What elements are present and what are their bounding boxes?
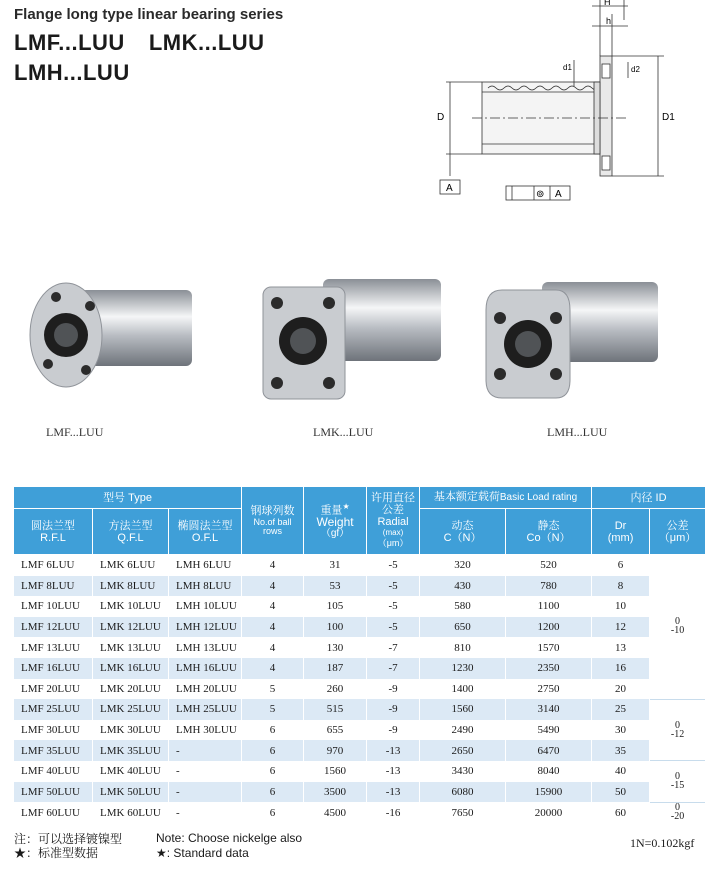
cell-qfl: LMK 35LUU <box>93 740 169 761</box>
cell-weight: 105 <box>304 596 367 617</box>
header-tolerance <box>650 509 706 555</box>
cell-dr: 40 <box>592 761 650 782</box>
tolerance-upper: 0 <box>675 771 681 783</box>
header-dr <box>592 509 650 555</box>
table-row <box>14 679 706 700</box>
header-ofl <box>169 509 242 555</box>
table-row <box>14 720 706 741</box>
cell-qfl: LMK 25LUU <box>93 699 169 720</box>
cell-ofl: LMH 10LUU <box>169 596 242 617</box>
table-row <box>14 576 706 597</box>
series-title: Flange long type linear bearing series <box>14 6 284 23</box>
header-dynamic-cn: 动态 <box>451 519 474 532</box>
header-radial-en: Radial <box>377 516 409 528</box>
datum-A: A <box>446 183 453 194</box>
table-row <box>14 740 706 761</box>
header-ball-rows-en: No.of ball rows <box>253 516 292 536</box>
tolerance-lower: -20 <box>670 811 685 823</box>
cell-radial: -16 <box>367 802 420 823</box>
tolerance-range <box>671 772 684 790</box>
header-qfl-cn: 方法兰型 <box>108 519 153 532</box>
cell-ofl: - <box>169 761 242 782</box>
cell-co: 1570 <box>506 637 592 658</box>
cell-weight: 130 <box>304 637 367 658</box>
cell-balls: 6 <box>242 802 304 823</box>
cell-balls: 5 <box>242 699 304 720</box>
cell-dr: 16 <box>592 658 650 679</box>
cell-radial: -7 <box>367 658 420 679</box>
dimension-drawing <box>432 0 716 210</box>
cell-co: 5490 <box>506 720 592 741</box>
cell-qfl: LMK 50LUU <box>93 782 169 803</box>
cell-dr: 12 <box>592 617 650 638</box>
table-row <box>14 555 706 576</box>
cell-rfl: LMF 10LUU <box>14 596 93 617</box>
tolerance-lower: -15 <box>670 780 685 792</box>
cell-qfl: LMK 8LUU <box>93 576 169 597</box>
cell-co: 6470 <box>506 740 592 761</box>
cell-dr: 20 <box>592 679 650 700</box>
cell-qfl: LMK 16LUU <box>93 658 169 679</box>
cell-balls: 6 <box>242 782 304 803</box>
tolerance-upper: 0 <box>675 802 681 814</box>
cell-dr: 35 <box>592 740 650 761</box>
header-radial-cn: 许用直径公差 <box>371 492 416 516</box>
header-weight <box>304 487 367 555</box>
header-rfl-en: R.F.L <box>40 531 66 544</box>
model-lmk: LMK...LUU <box>148 30 265 55</box>
tolerance-range <box>671 617 684 635</box>
cell-tolerance <box>650 699 706 761</box>
tolerance-symbol: ⊚ <box>536 189 545 200</box>
cell-tolerance <box>650 802 706 823</box>
cell-weight: 100 <box>304 617 367 638</box>
cell-balls: 4 <box>242 617 304 638</box>
cell-co: 780 <box>506 576 592 597</box>
cell-ofl: - <box>169 782 242 803</box>
cell-qfl: LMK 40LUU <box>93 761 169 782</box>
cell-rfl: LMF 25LUU <box>14 699 93 720</box>
cell-balls: 4 <box>242 555 304 576</box>
cell-radial: -9 <box>367 679 420 700</box>
cell-ofl: LMH 16LUU <box>169 658 242 679</box>
cell-qfl: LMK 10LUU <box>93 596 169 617</box>
cell-dr: 60 <box>592 802 650 823</box>
header-dynamic-unit: C（N） <box>443 531 482 544</box>
cell-weight: 260 <box>304 679 367 700</box>
caption-lmh: LMH...LUU <box>547 425 608 439</box>
tolerance-lower: -12 <box>670 728 685 740</box>
cell-ofl: LMH 12LUU <box>169 617 242 638</box>
unit-conversion: 1N=0.102kgf <box>630 836 695 850</box>
header-id-group: 内径 ID <box>592 487 706 509</box>
cell-c: 7650 <box>420 802 506 823</box>
dim-d2: d2 <box>631 65 640 74</box>
tolerance-lower: -10 <box>670 625 685 637</box>
notes-cn <box>14 832 122 860</box>
dim-H: H <box>604 0 611 7</box>
cell-dr: 8 <box>592 576 650 597</box>
table-row <box>14 637 706 658</box>
tolerance-ref: A <box>555 189 562 200</box>
dim-d1: d1 <box>563 63 572 72</box>
header-qfl-en: Q.F.L <box>117 531 144 544</box>
cell-ofl: LMH 8LUU <box>169 576 242 597</box>
cell-balls: 4 <box>242 658 304 679</box>
cell-radial: -9 <box>367 720 420 741</box>
cell-ofl: LMH 30LUU <box>169 720 242 741</box>
cell-qfl: LMK 30LUU <box>93 720 169 741</box>
cell-ofl: - <box>169 802 242 823</box>
cell-dr: 13 <box>592 637 650 658</box>
table-row <box>14 658 706 679</box>
header-weight-unit: （gf） <box>320 528 350 540</box>
caption-lmk: LMK...LUU <box>313 425 374 439</box>
cell-c: 1560 <box>420 699 506 720</box>
cell-weight: 4500 <box>304 802 367 823</box>
caption-lmf: LMF...LUU <box>46 425 104 439</box>
cell-rfl: LMF 60LUU <box>14 802 93 823</box>
cell-dr: 6 <box>592 555 650 576</box>
cell-ofl: LMH 13LUU <box>169 637 242 658</box>
cell-qfl: LMK 60LUU <box>93 802 169 823</box>
cell-co: 3140 <box>506 699 592 720</box>
cell-rfl: LMF 6LUU <box>14 555 93 576</box>
cell-ofl: LMH 20LUU <box>169 679 242 700</box>
header-radial-unit: （μm） <box>377 538 409 548</box>
header-load-group <box>420 487 592 509</box>
table-row <box>14 802 706 823</box>
cell-balls: 6 <box>242 761 304 782</box>
header-rfl-cn: 圆法兰型 <box>31 519 75 532</box>
model-line-1 <box>14 30 289 56</box>
header-dr-unit: (mm) <box>607 531 634 544</box>
header-dr-label: Dr <box>614 519 627 532</box>
cell-balls: 4 <box>242 596 304 617</box>
header-tolerance-cn: 公差 <box>666 519 689 532</box>
cell-c: 1230 <box>420 658 506 679</box>
cell-co: 1100 <box>506 596 592 617</box>
cell-c: 2490 <box>420 720 506 741</box>
cell-tolerance <box>650 761 706 802</box>
table-row <box>14 699 706 720</box>
product-image-square-flange <box>255 265 445 415</box>
cell-weight: 515 <box>304 699 367 720</box>
cell-co: 1200 <box>506 617 592 638</box>
dim-h: h <box>606 16 612 26</box>
cell-c: 580 <box>420 596 506 617</box>
note-en-1: Note: Choose nickelge also <box>156 831 303 845</box>
cell-radial: -13 <box>367 761 420 782</box>
cell-rfl: LMF 20LUU <box>14 679 93 700</box>
dim-D: D <box>437 112 445 123</box>
cell-weight: 655 <box>304 720 367 741</box>
cell-qfl: LMK 20LUU <box>93 679 169 700</box>
product-image-oval-flange <box>480 270 662 410</box>
cell-ofl: - <box>169 740 242 761</box>
cell-rfl: LMF 12LUU <box>14 617 93 638</box>
star-icon: ★ <box>342 501 350 511</box>
cell-c: 320 <box>420 555 506 576</box>
notes-en <box>156 831 302 861</box>
cell-radial: -7 <box>367 637 420 658</box>
cell-c: 1400 <box>420 679 506 700</box>
model-lmf: LMF...LUU <box>14 30 125 55</box>
header-weight-en: Weight <box>316 515 354 530</box>
cell-rfl: LMF 13LUU <box>14 637 93 658</box>
note-cn-2: ★：标准型数据 <box>14 846 99 860</box>
cell-rfl: LMF 50LUU <box>14 782 93 803</box>
cell-qfl: LMK 12LUU <box>93 617 169 638</box>
cell-rfl: LMF 8LUU <box>14 576 93 597</box>
table-row <box>14 782 706 803</box>
cell-co: 20000 <box>506 802 592 823</box>
cell-qfl: LMK 13LUU <box>93 637 169 658</box>
cell-radial: -13 <box>367 740 420 761</box>
cell-c: 810 <box>420 637 506 658</box>
cell-weight: 53 <box>304 576 367 597</box>
model-lmh: LMH...LUU <box>14 60 130 85</box>
cell-qfl: LMK 6LUU <box>93 555 169 576</box>
cell-rfl: LMF 40LUU <box>14 761 93 782</box>
cell-balls: 6 <box>242 740 304 761</box>
cell-radial: -5 <box>367 596 420 617</box>
cell-c: 3430 <box>420 761 506 782</box>
cell-balls: 4 <box>242 637 304 658</box>
cell-co: 15900 <box>506 782 592 803</box>
cell-weight: 1560 <box>304 761 367 782</box>
spec-table-body <box>14 555 706 824</box>
header-weight-cn: 重量 <box>320 504 343 517</box>
cell-weight: 31 <box>304 555 367 576</box>
cell-balls: 5 <box>242 679 304 700</box>
header-ball-rows-cn: 钢球列数 <box>250 504 295 517</box>
table-row <box>14 617 706 638</box>
table-row <box>14 596 706 617</box>
cell-balls: 6 <box>242 720 304 741</box>
spec-table <box>13 486 706 823</box>
tolerance-range <box>671 721 684 739</box>
cell-radial: -5 <box>367 617 420 638</box>
cell-ofl: LMH 6LUU <box>169 555 242 576</box>
cell-radial: -9 <box>367 699 420 720</box>
header-static-unit: Co（N） <box>526 531 571 544</box>
cell-rfl: LMF 35LUU <box>14 740 93 761</box>
header-tolerance-unit: （μm） <box>658 531 697 544</box>
header-static <box>506 509 592 555</box>
cell-ofl: LMH 25LUU <box>169 699 242 720</box>
cell-radial: -5 <box>367 555 420 576</box>
cell-rfl: LMF 16LUU <box>14 658 93 679</box>
cell-dr: 25 <box>592 699 650 720</box>
tolerance-upper: 0 <box>675 616 681 628</box>
cell-co: 8040 <box>506 761 592 782</box>
cell-c: 2650 <box>420 740 506 761</box>
header-radial-max: (max) <box>382 528 404 537</box>
cell-tolerance <box>650 555 706 700</box>
header-radial <box>367 487 420 555</box>
cell-weight: 3500 <box>304 782 367 803</box>
header-ofl-en: O.F.L <box>191 531 219 544</box>
cell-c: 430 <box>420 576 506 597</box>
cell-dr: 50 <box>592 782 650 803</box>
header-load-cn: 基本额定载荷 <box>433 491 500 503</box>
cell-radial: -5 <box>367 576 420 597</box>
header-ball-rows <box>242 487 304 555</box>
product-image-round-flange <box>18 270 200 400</box>
header-dynamic <box>420 509 506 555</box>
table-row <box>14 761 706 782</box>
note-cn-1: 注：可以选择镀镍型 <box>14 832 123 846</box>
cell-c: 6080 <box>420 782 506 803</box>
header-static-cn: 静态 <box>537 519 560 532</box>
header-type-group: 型号 Type <box>14 487 242 509</box>
tolerance-upper: 0 <box>675 719 681 731</box>
cell-dr: 30 <box>592 720 650 741</box>
header-qfl <box>93 509 169 555</box>
cell-rfl: LMF 30LUU <box>14 720 93 741</box>
header-load-en: Basic Load rating <box>499 492 578 503</box>
cell-co: 2750 <box>506 679 592 700</box>
cell-dr: 10 <box>592 596 650 617</box>
tolerance-range <box>671 803 684 821</box>
cell-co: 2350 <box>506 658 592 679</box>
note-en-2: ★: Standard data <box>156 846 249 860</box>
dim-D1: D1 <box>662 112 675 123</box>
cell-co: 520 <box>506 555 592 576</box>
cell-radial: -13 <box>367 782 420 803</box>
cell-weight: 970 <box>304 740 367 761</box>
cell-c: 650 <box>420 617 506 638</box>
cell-balls: 4 <box>242 576 304 597</box>
header-ofl-cn: 椭圆法兰型 <box>177 519 233 532</box>
header-rfl <box>14 509 93 555</box>
cell-weight: 187 <box>304 658 367 679</box>
